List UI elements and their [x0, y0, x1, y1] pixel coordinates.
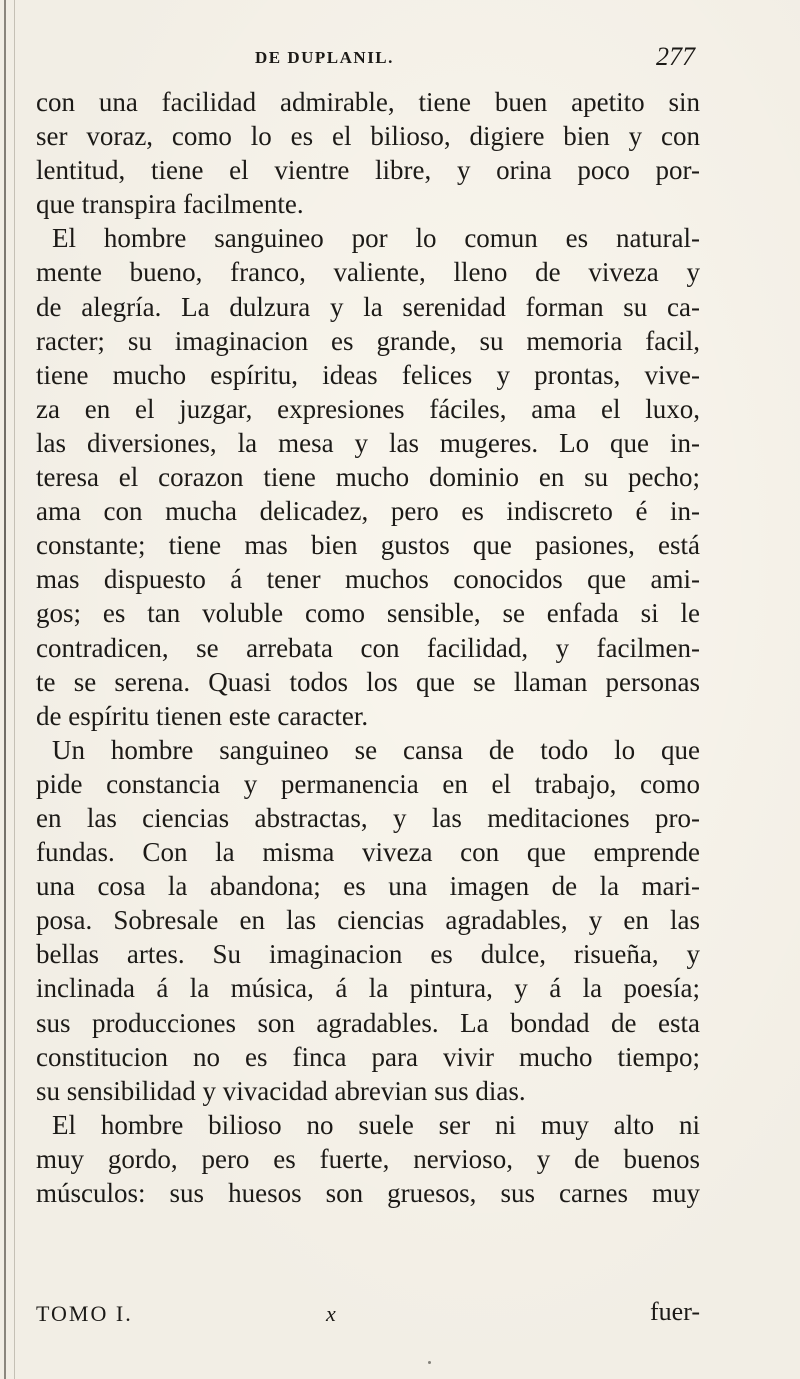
text-line: teresa el corazon tiene mucho dominio en su pecho;: [36, 462, 700, 493]
text-line: que transpira facilmente.: [36, 189, 304, 220]
text-line: bellas artes. Su imaginacion es dulce, risueña, y: [36, 939, 700, 970]
text-line: ser voraz, como lo es el bilioso, digiere bien y con: [36, 121, 700, 152]
text-line: lentitud, tiene el vientre libre, y orina poco por-: [36, 155, 700, 186]
text-line: las diversiones, la mesa y las mugeres. Lo que in-: [36, 427, 700, 458]
text-line: za en el juzgar, expresiones fáciles, ama el luxo,: [36, 393, 700, 424]
text-line: ama con mucha delicadez, pero es indiscreto é in-: [36, 496, 700, 527]
text-line: racter; su imaginacion es grande, su memoria facil,: [36, 325, 700, 356]
text-line: fundas. Con la misma viveza con que emprende: [36, 837, 700, 868]
body-text: [36, 85, 700, 1210]
paragraph-start-line: El hombre sanguineo por lo comun es natural-: [52, 223, 700, 254]
binding-edge: [4, 0, 6, 1379]
text-line: tiene mucho espíritu, ideas felices y prontas, vive-: [36, 359, 700, 390]
page-footer: [36, 1297, 700, 1331]
text-line: mas dispuesto á tener muchos conocidos que ami-: [36, 564, 700, 595]
text-line: pide constancia y permanencia en el trabajo, como: [36, 768, 700, 799]
signature-mark: x: [326, 1301, 336, 1326]
text-line: de espíritu tienen este caracter.: [36, 700, 369, 731]
text-line: muy gordo, pero es fuerte, nervioso, y de buenos: [36, 1143, 700, 1174]
text-line: de alegría. La dulzura y la serenidad forman su ca-: [36, 291, 700, 322]
text-line: inclinada á la música, á la pintura, y á la poesía;: [36, 973, 700, 1004]
text-line: te se serena. Quasi todos los que se llaman personas: [36, 666, 700, 697]
text-line: en las ciencias abstractas, y las meditaciones pro-: [36, 802, 700, 833]
catchword: fuer-: [650, 1297, 700, 1326]
page-number: 277: [656, 42, 695, 71]
text-line: músculos: sus huesos son gruesos, sus carnes muy: [36, 1178, 700, 1208]
running-head: DE DUPLANIL.: [255, 48, 394, 67]
text-line: sus producciones son agradables. La bondad de esta: [36, 1007, 700, 1038]
text-line: posa. Sobresale en las ciencias agradables, y en las: [36, 905, 700, 936]
text-line: una cosa la abandona; es una imagen de la mari-: [36, 871, 700, 902]
text-line: constante; tiene mas bien gustos que pasiones, está: [36, 530, 700, 561]
text-line: mente bueno, franco, valiente, lleno de viveza y: [36, 257, 700, 288]
text-line: su sensibilidad y vivacidad abrevian sus dias.: [36, 1075, 526, 1106]
binding-shadow: [14, 0, 15, 1379]
text-line: con una facilidad admirable, tiene buen apetito sin: [36, 87, 700, 117]
text-line: constitucion no es finca para vivir mucho tiempo;: [36, 1041, 700, 1072]
page-header: [0, 40, 800, 76]
paragraph-start-line: Un hombre sanguineo se cansa de todo lo que: [52, 734, 700, 765]
text-line: gos; es tan voluble como sensible, se enfada si le: [36, 598, 700, 629]
text-line: contradicen, se arrebata con facilidad, y facilmen-: [36, 632, 700, 663]
volume-signature: TOMO I.: [36, 1301, 133, 1326]
ink-speck: [428, 1361, 431, 1364]
paragraph-start-line: El hombre bilioso no suele ser ni muy alto ni: [52, 1109, 700, 1140]
